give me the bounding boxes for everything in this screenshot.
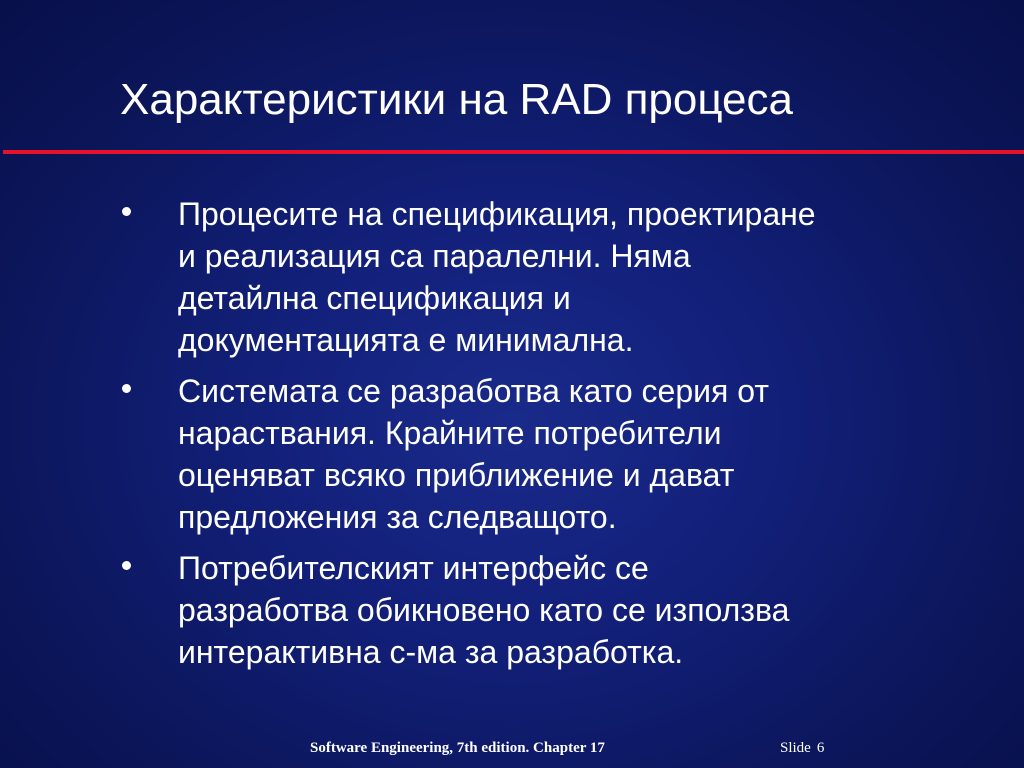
footer-book-title: Software Engineering, 7th edition. Chapter 17 [310,740,605,756]
bullet-line: и реализация са паралелни. Няма [178,238,691,274]
bullet-line: документацията е минимална. [178,322,634,358]
slide-label: Slide [780,740,811,756]
bullet-line: нараствания. Крайните потребители [178,415,722,451]
bullet-icon [122,207,131,216]
bullet-line: разработва обикновено като се използва [178,592,790,628]
bullet-icon [122,561,131,570]
footer-slide-number [780,740,824,757]
bullet-item [120,547,1000,673]
bullet-item [120,193,1000,361]
bullet-list [120,193,1000,682]
bullet-line: предложения за следващото. [178,499,617,535]
slide-title: Характеристики на RAD процеса [120,75,793,124]
bullet-line: оценяват всяко приближение и дават [178,457,735,493]
bullet-line: детайлна спецификация и [178,280,571,316]
bullet-line: Процесите на спецификация, проектиране [178,196,816,232]
title-divider [3,150,1024,154]
bullet-line: Потребителският интерфейс се [178,550,649,586]
bullet-item [120,370,1000,538]
slide-number: 6 [816,740,825,756]
bullet-line: Системата се разработва като серия от [178,373,769,409]
bullet-icon [122,384,131,393]
bullet-line: интерактивна с-ма за разработка. [178,634,684,670]
